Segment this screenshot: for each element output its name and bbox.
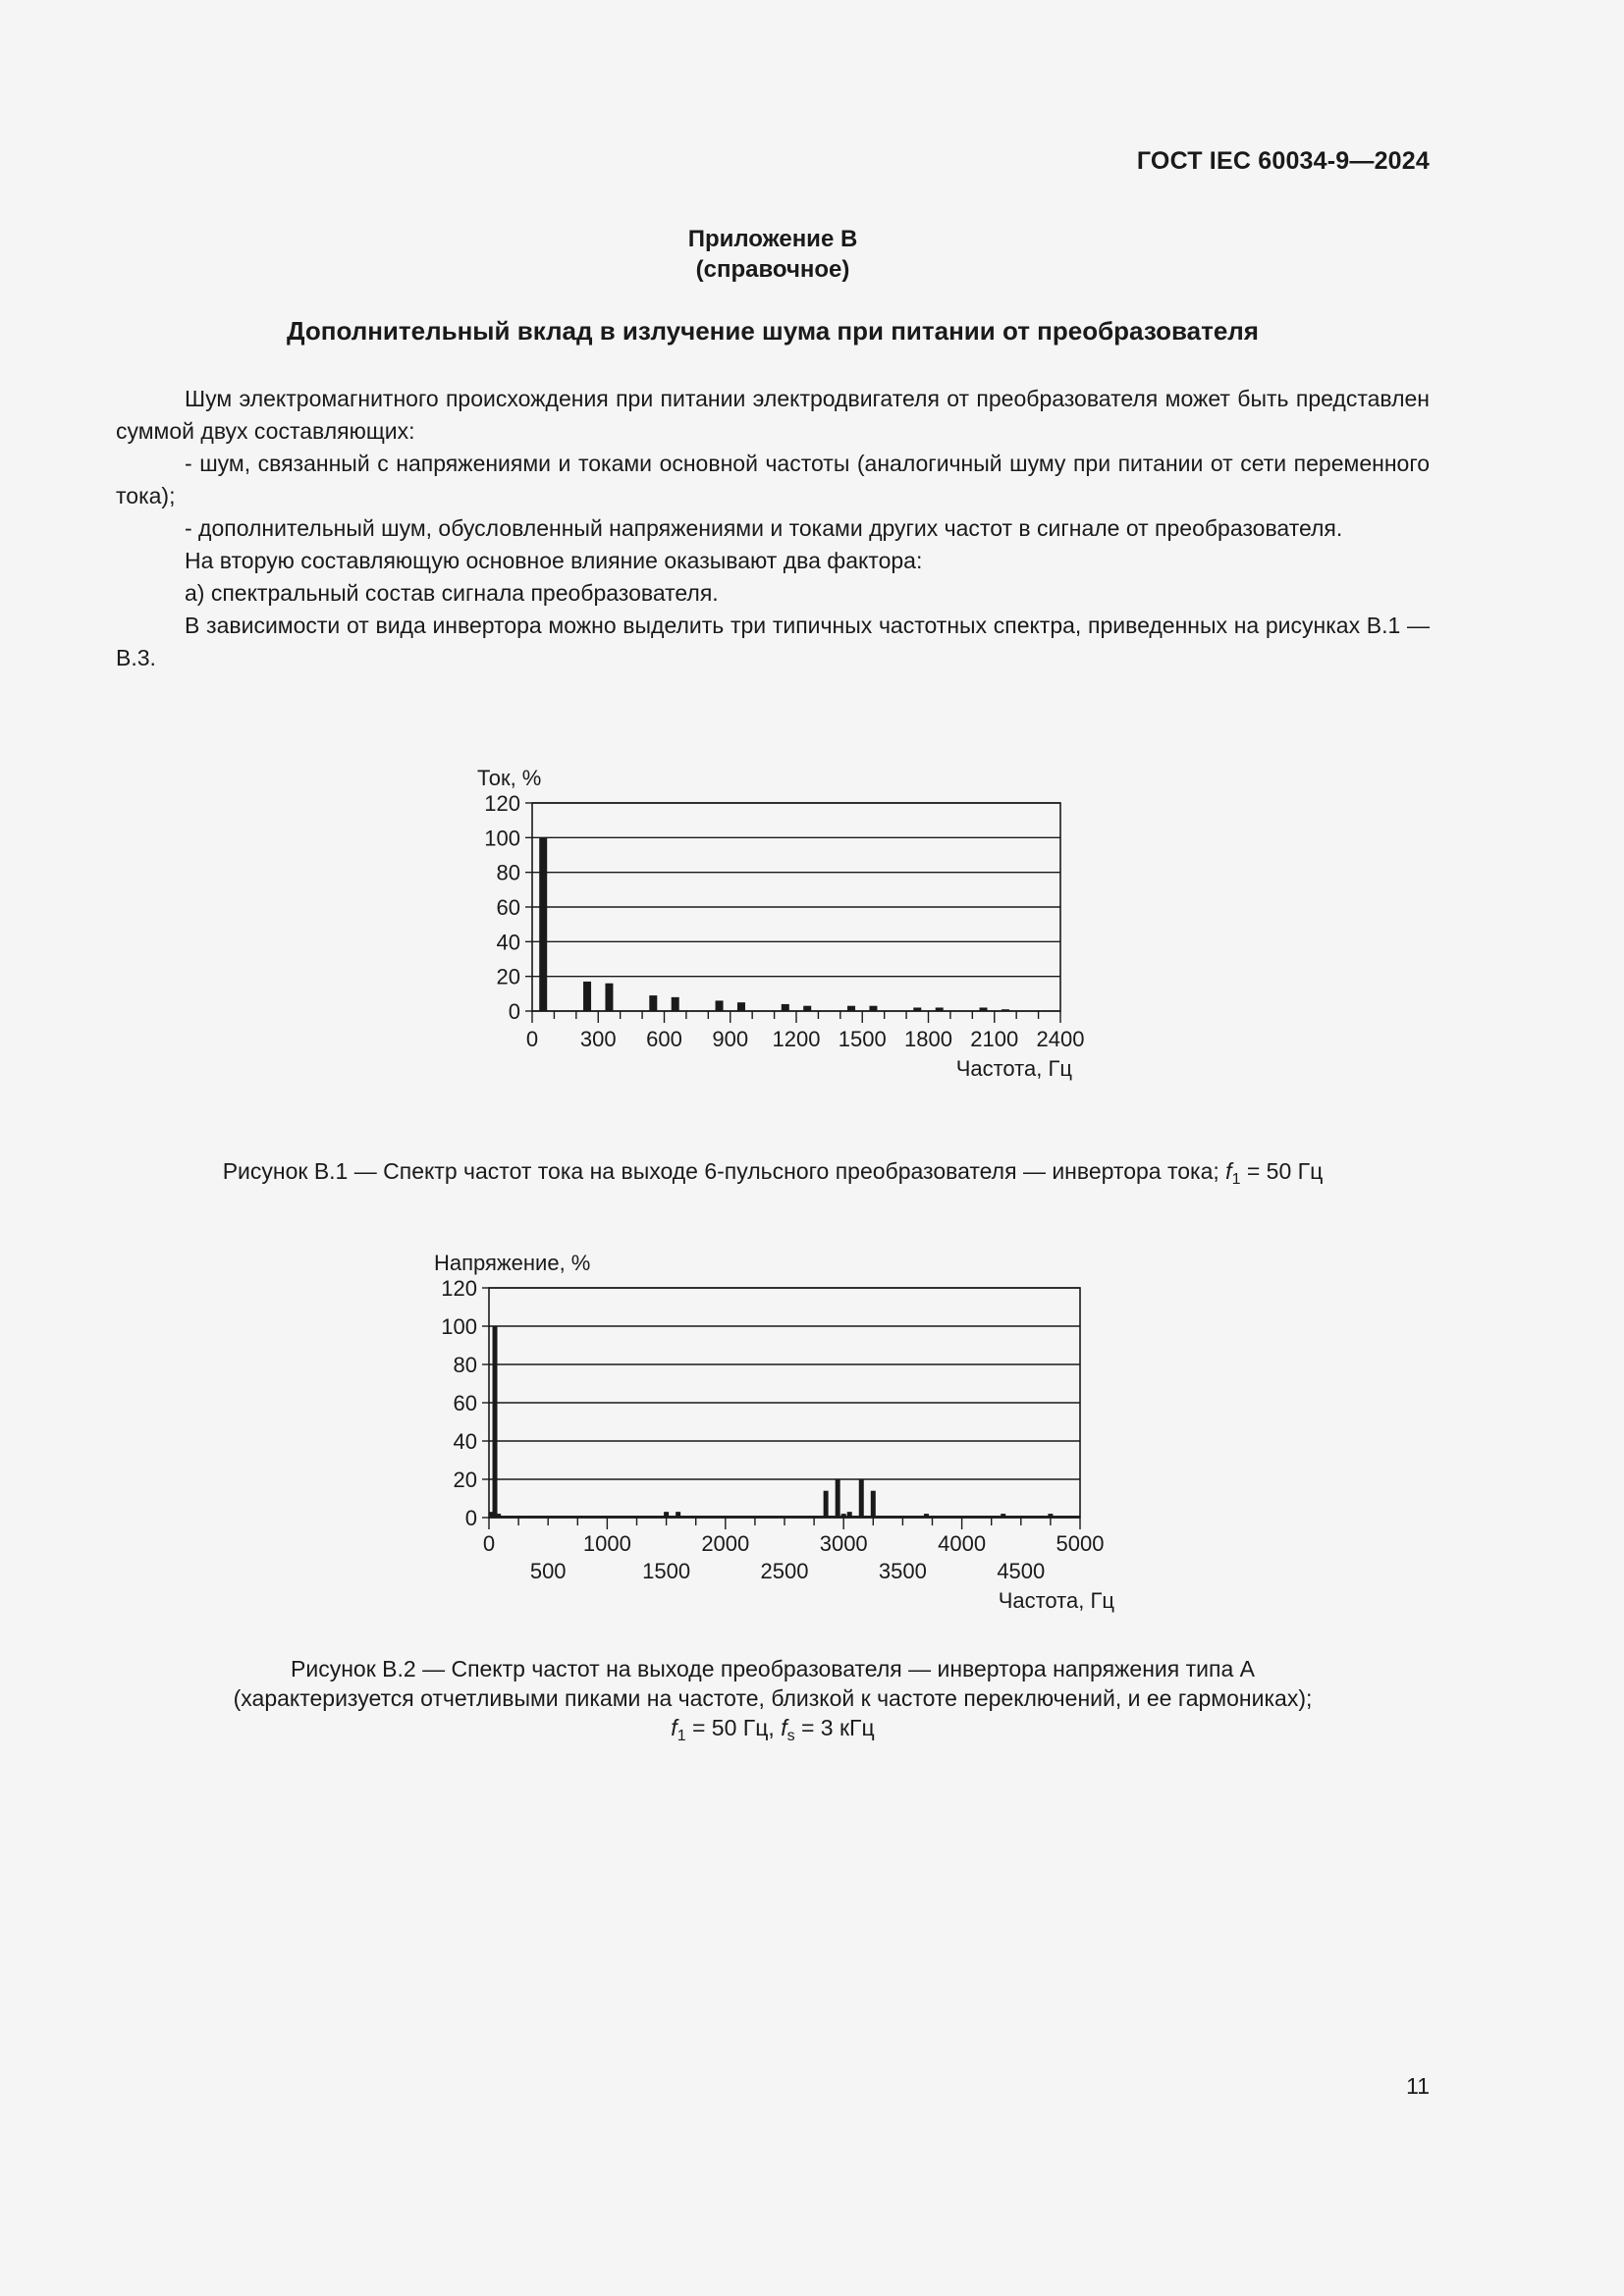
y-tick-label: 100 bbox=[484, 826, 520, 851]
spectrum-bar bbox=[913, 1007, 921, 1011]
x-tick-label: 1500 bbox=[838, 1027, 887, 1051]
body-text bbox=[116, 383, 1430, 674]
y-axis-label: Ток, % bbox=[477, 766, 542, 790]
appendix-title: Приложение В bbox=[687, 226, 858, 252]
y-tick-label: 80 bbox=[496, 860, 520, 885]
x-tick-label: 5000 bbox=[1056, 1531, 1105, 1556]
x-tick-label: 0 bbox=[482, 1531, 496, 1556]
y-tick-label: 120 bbox=[441, 1276, 477, 1301]
x-tick-label: 4500 bbox=[997, 1559, 1046, 1583]
appendix-heading bbox=[0, 224, 1545, 285]
spectrum-bar bbox=[869, 1006, 877, 1011]
figure-1-chart bbox=[452, 756, 1119, 1129]
x-axis-label: Частота, Гц bbox=[998, 1588, 1114, 1613]
spectrum-bar bbox=[871, 1491, 876, 1518]
caption-value: = 50 Гц, bbox=[691, 1715, 775, 1740]
x-tick-label: 600 bbox=[646, 1027, 682, 1051]
spectrum-bar bbox=[649, 995, 657, 1011]
caption-value: = 50 Гц bbox=[1246, 1158, 1324, 1184]
caption-line: (характеризуется отчетливыми пиками на частоте, близкой к частоте переключений, и ее гармониках); bbox=[233, 1685, 1313, 1711]
caption-line: Рисунок В.2 — Спектр частот на выходе преобразователя — инвертора напряжения типа А bbox=[291, 1656, 1255, 1682]
y-axis-label: Напряжение, % bbox=[434, 1251, 591, 1275]
y-tick-label: 20 bbox=[453, 1468, 477, 1492]
y-tick-label: 20 bbox=[496, 964, 520, 989]
spectrum-bar bbox=[672, 997, 679, 1011]
caption-symbol: f bbox=[1225, 1158, 1232, 1184]
caption-subscript: s bbox=[786, 1728, 795, 1744]
spectrum-bar bbox=[836, 1479, 840, 1518]
x-tick-label: 1200 bbox=[772, 1027, 821, 1051]
y-tick-label: 0 bbox=[508, 999, 520, 1024]
y-tick-label: 100 bbox=[441, 1314, 477, 1339]
x-tick-label: 0 bbox=[525, 1027, 539, 1051]
current-spectrum-chart bbox=[452, 756, 1119, 1129]
caption-subscript: 1 bbox=[1231, 1171, 1241, 1188]
spectrum-bar bbox=[847, 1006, 855, 1011]
paragraph: - шум, связанный с напряжениями и токами основной частоты (аналогичный шуму при питании от сети переменного тока); bbox=[116, 451, 1430, 508]
y-tick-label: 80 bbox=[453, 1353, 477, 1377]
x-axis-label: Частота, Гц bbox=[955, 1056, 1072, 1081]
caption-subscript: 1 bbox=[677, 1728, 686, 1744]
caption-value: = 3 кГц bbox=[800, 1715, 875, 1740]
paragraph: В зависимости от вида инвертора можно выделить три типичных частотных спектра, приведенных на рисунках В.1 — В.3. bbox=[116, 613, 1430, 670]
x-tick-label: 2500 bbox=[760, 1559, 809, 1583]
spectrum-bar bbox=[859, 1479, 864, 1518]
figure-2-chart bbox=[412, 1239, 1159, 1631]
figure-1-caption bbox=[0, 1156, 1545, 1195]
voltage-spectrum-chart bbox=[412, 1239, 1159, 1631]
y-tick-label: 60 bbox=[496, 895, 520, 920]
baseline-noise bbox=[489, 1516, 1080, 1518]
x-tick-label: 1800 bbox=[904, 1027, 952, 1051]
x-tick-label: 900 bbox=[712, 1027, 749, 1051]
y-tick-label: 40 bbox=[496, 930, 520, 955]
caption-line bbox=[0, 1713, 1545, 1751]
section-title: Дополнительный вклад в излучение шума при питании от преобразователя bbox=[287, 316, 1259, 346]
document-code: ГОСТ IEC 60034-9—2024 bbox=[1136, 147, 1430, 175]
x-tick-label: 2400 bbox=[1036, 1027, 1085, 1051]
figure-2-caption bbox=[0, 1654, 1545, 1751]
caption-text: Рисунок В.1 — Спектр частот тока на выходе 6-пульсного преобразователя — инвертора тока; bbox=[222, 1158, 1219, 1184]
caption-symbol: f bbox=[671, 1715, 677, 1740]
x-tick-label: 3500 bbox=[878, 1559, 927, 1583]
spectrum-bar bbox=[803, 1006, 811, 1011]
spectrum-bar bbox=[716, 1000, 724, 1011]
paragraph: Шум электромагнитного происхождения при питании электродвигателя от преобразователя может быть представлен суммой двух составляющих: bbox=[116, 386, 1430, 444]
x-tick-label: 2100 bbox=[970, 1027, 1019, 1051]
caption-symbol: f bbox=[781, 1715, 787, 1740]
y-tick-label: 40 bbox=[453, 1429, 477, 1454]
x-tick-label: 300 bbox=[579, 1027, 617, 1051]
y-tick-label: 0 bbox=[464, 1506, 477, 1530]
spectrum-bar bbox=[539, 837, 547, 1011]
x-tick-label: 500 bbox=[529, 1559, 567, 1583]
spectrum-bar bbox=[936, 1007, 944, 1011]
paragraph: На вторую составляющую основное влияние оказывают два фактора: bbox=[185, 548, 923, 573]
spectrum-bar bbox=[493, 1326, 498, 1518]
x-tick-label: 4000 bbox=[938, 1531, 987, 1556]
paragraph: - дополнительный шум, обусловленный напряжениями и токами других частот в сигнале от преобразователя. bbox=[185, 515, 1343, 541]
spectrum-bar bbox=[824, 1491, 829, 1518]
y-tick-label: 60 bbox=[453, 1391, 477, 1415]
spectrum-bar bbox=[605, 984, 613, 1011]
page-number: 11 bbox=[1406, 2073, 1430, 2099]
spectrum-bar bbox=[737, 1002, 745, 1011]
x-tick-label: 1000 bbox=[582, 1531, 631, 1556]
appendix-note: (справочное) bbox=[695, 256, 850, 283]
spectrum-bar bbox=[1001, 1009, 1009, 1011]
spectrum-bar bbox=[782, 1004, 789, 1011]
x-tick-label: 2000 bbox=[701, 1531, 750, 1556]
paragraph: а) спектральный состав сигнала преобразователя. bbox=[185, 580, 719, 606]
spectrum-bar bbox=[583, 982, 591, 1011]
spectrum-bar bbox=[980, 1007, 988, 1011]
x-tick-label: 1500 bbox=[642, 1559, 691, 1583]
y-tick-label: 120 bbox=[484, 791, 520, 816]
x-tick-label: 3000 bbox=[819, 1531, 868, 1556]
